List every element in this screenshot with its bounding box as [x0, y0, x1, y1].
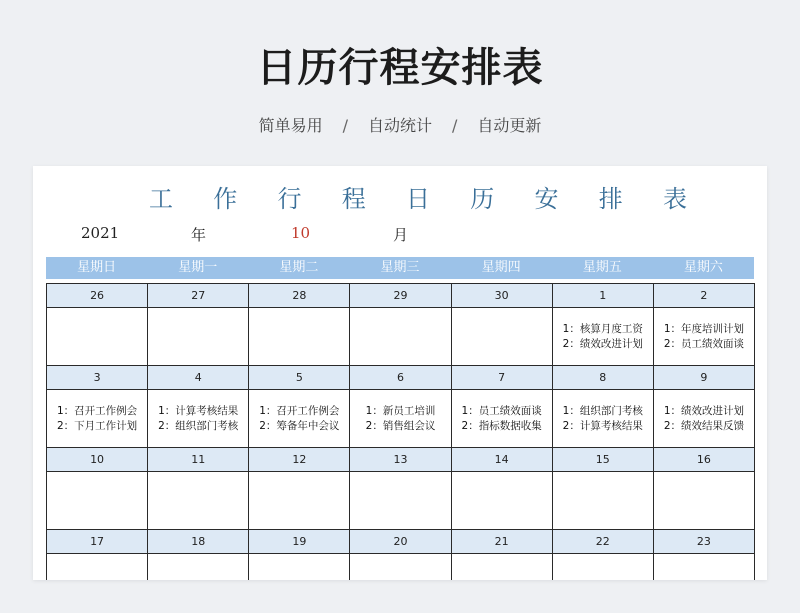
- task-item: 1：年度培训计划: [663, 322, 745, 335]
- date-cell[interactable]: 19: [249, 530, 350, 554]
- task-cell[interactable]: [249, 554, 350, 580]
- date-cell[interactable]: 26: [47, 284, 148, 308]
- sheet-title-char: 历: [470, 184, 495, 213]
- date-cell[interactable]: 14: [452, 448, 553, 472]
- task-item: 1：计算考核结果: [158, 404, 239, 417]
- weekday-wed: 星期三: [380, 260, 420, 275]
- task-cell[interactable]: [249, 472, 350, 530]
- date-cell[interactable]: 2: [654, 284, 755, 308]
- task-cell[interactable]: [249, 308, 350, 366]
- date-cell[interactable]: 17: [47, 530, 148, 554]
- date-cell[interactable]: 1: [553, 284, 654, 308]
- task-item: 2：筹备年中会议: [259, 419, 340, 432]
- task-cell[interactable]: [654, 554, 755, 580]
- task-cell[interactable]: [148, 390, 249, 448]
- task-cell[interactable]: [654, 472, 755, 530]
- task-item: 1：新员工培训: [365, 404, 436, 417]
- date-cell[interactable]: 18: [148, 530, 249, 554]
- task-item: 2：员工绩效面谈: [663, 337, 745, 350]
- task-cell[interactable]: [553, 390, 654, 448]
- task-item: 2：绩效改进计划: [562, 337, 643, 350]
- sheet-title-char: 排: [598, 184, 623, 213]
- date-cell[interactable]: 20: [350, 530, 451, 554]
- task-item: 2：下月工作计划: [56, 419, 138, 432]
- sheet-title-char: 工: [149, 184, 173, 213]
- date-cell[interactable]: 22: [553, 530, 654, 554]
- date-cell[interactable]: 5: [249, 366, 350, 390]
- task-item: 2：销售组会议: [365, 419, 436, 432]
- date-cell[interactable]: 3: [47, 366, 148, 390]
- feature-tags: [0, 113, 800, 136]
- task-item: 2：绩效结果反馈: [663, 419, 745, 432]
- task-cell[interactable]: [553, 472, 654, 530]
- date-cell[interactable]: 21: [452, 530, 553, 554]
- calendar-sheet: [33, 166, 767, 580]
- month-cell[interactable]: 10: [291, 224, 311, 242]
- date-cell[interactable]: 9: [654, 366, 755, 390]
- tag-easy: 简单易用: [258, 116, 323, 135]
- weekday-tue: 星期二: [279, 260, 319, 275]
- weekday-fri: 星期五: [582, 260, 622, 275]
- task-item: 1：绩效改进计划: [663, 404, 745, 417]
- task-cell[interactable]: [249, 390, 350, 448]
- task-cell[interactable]: [654, 390, 755, 448]
- date-cell[interactable]: 11: [148, 448, 249, 472]
- task-cell[interactable]: [553, 554, 654, 580]
- task-cell[interactable]: [47, 472, 148, 530]
- page-title: 日历行程安排表: [256, 45, 544, 91]
- weekday-header: [46, 257, 754, 279]
- task-cell[interactable]: [452, 554, 553, 580]
- date-cell[interactable]: 8: [553, 366, 654, 390]
- sheet-title: [33, 176, 767, 216]
- task-cell[interactable]: [47, 390, 148, 448]
- task-cell[interactable]: [148, 308, 249, 366]
- date-cell[interactable]: 23: [654, 530, 755, 554]
- year-label: 年: [191, 226, 207, 244]
- task-cell[interactable]: [350, 308, 451, 366]
- date-cell[interactable]: 30: [452, 284, 553, 308]
- task-item: 1：召开工作例会: [259, 404, 340, 417]
- date-cell[interactable]: 27: [148, 284, 249, 308]
- date-cell[interactable]: 6: [350, 366, 451, 390]
- task-item: 1：员工绩效面谈: [461, 404, 542, 417]
- date-cell[interactable]: 16: [654, 448, 755, 472]
- task-item: 2：组织部门考核: [158, 419, 239, 432]
- task-cell[interactable]: [350, 390, 451, 448]
- weekday-mon: 星期一: [178, 260, 218, 275]
- sheet-title-char: 程: [341, 184, 366, 213]
- sheet-title-char: 表: [663, 184, 687, 213]
- date-cell[interactable]: 28: [249, 284, 350, 308]
- sheet-title-char: 作: [213, 184, 238, 213]
- task-item: 2：指标数据收集: [461, 419, 542, 432]
- tag-auto-stats: 自动统计: [367, 116, 432, 135]
- task-item: 1：组织部门考核: [562, 404, 643, 417]
- task-cell[interactable]: [452, 472, 553, 530]
- date-cell[interactable]: 4: [148, 366, 249, 390]
- tag-separator: /: [452, 116, 458, 135]
- date-cell[interactable]: 13: [350, 448, 451, 472]
- year-cell[interactable]: 2021: [81, 224, 120, 242]
- date-cell[interactable]: 7: [452, 366, 553, 390]
- task-cell[interactable]: [553, 308, 654, 366]
- date-cell[interactable]: 12: [249, 448, 350, 472]
- calendar-grid: [46, 283, 755, 580]
- task-cell[interactable]: [350, 472, 451, 530]
- task-cell[interactable]: [452, 308, 553, 366]
- task-cell[interactable]: [148, 554, 249, 580]
- tag-auto-update: 自动更新: [477, 116, 542, 135]
- weekday-sun: 星期日: [77, 260, 117, 275]
- sheet-title-char: 安: [534, 184, 559, 213]
- month-label: 月: [393, 226, 409, 244]
- weekday-sat: 星期六: [683, 260, 723, 275]
- task-cell[interactable]: [350, 554, 451, 580]
- task-cell[interactable]: [47, 554, 148, 580]
- sheet-title-char: 日: [406, 184, 430, 213]
- weekday-thu: 星期四: [481, 260, 521, 275]
- sheet-title-char: 行: [277, 184, 302, 213]
- tag-separator: /: [342, 116, 348, 135]
- date-cell[interactable]: 15: [553, 448, 654, 472]
- task-cell[interactable]: [47, 308, 148, 366]
- task-item: 1：核算月度工资: [562, 322, 643, 335]
- task-item: 1：召开工作例会: [56, 404, 138, 417]
- date-cell[interactable]: 10: [47, 448, 148, 472]
- task-cell[interactable]: [654, 308, 755, 366]
- task-cell[interactable]: [148, 472, 249, 530]
- task-cell[interactable]: [452, 390, 553, 448]
- task-item: 2：计算考核结果: [562, 419, 643, 432]
- date-cell[interactable]: 29: [350, 284, 451, 308]
